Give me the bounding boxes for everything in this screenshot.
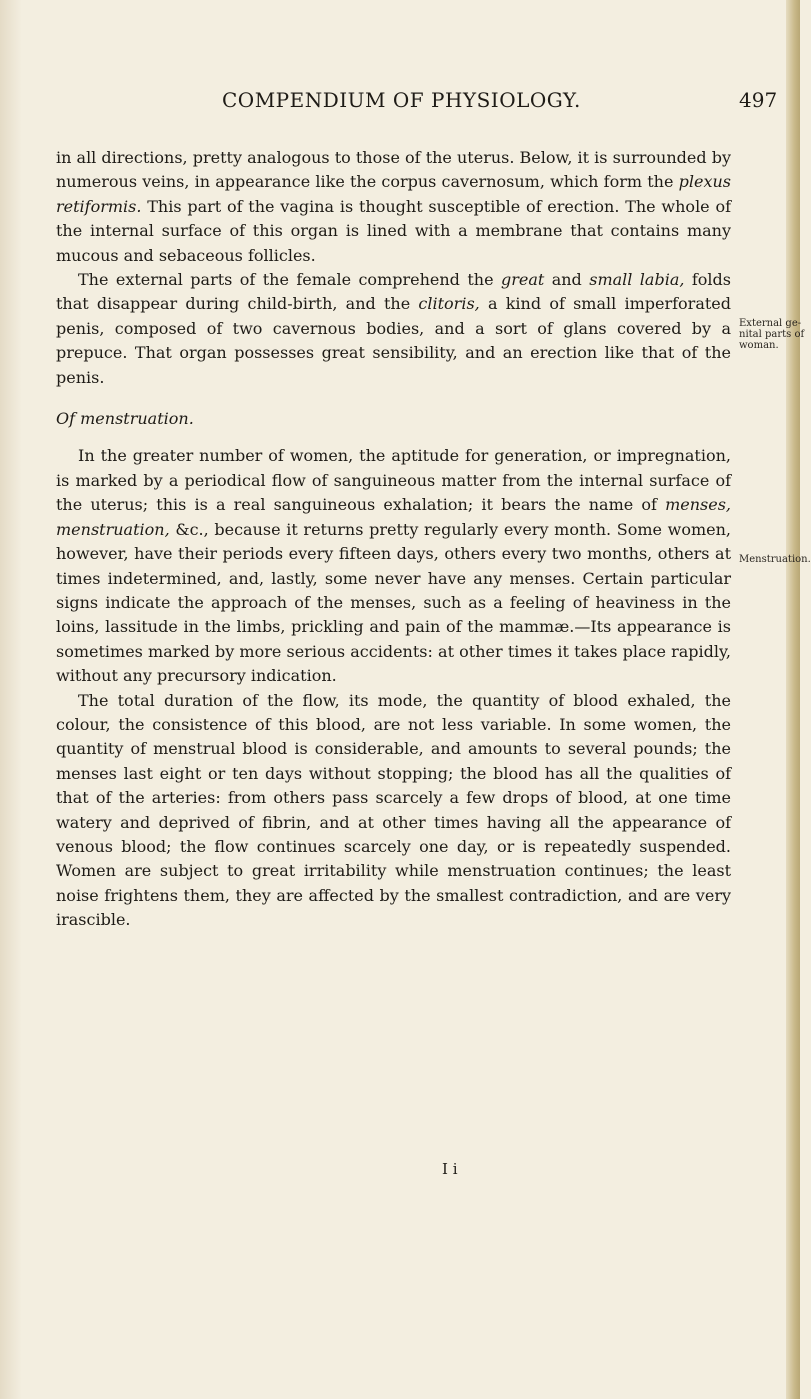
body-text [56, 146, 731, 933]
italic-term: great [500, 270, 545, 290]
paragraph [56, 146, 731, 268]
gutter-shadow [0, 0, 22, 1399]
page-number: 497 [739, 88, 778, 112]
text-run: In the greater number of women, the aptitude for generation, or impregnation, is marked by a periodical flow of sanguineous matter from the internal surface of the uterus; this is a real sanguineous exhalation; it bears the name of [56, 446, 731, 515]
italic-term: clitoris, [418, 294, 480, 314]
text-run: in all directions, pretty analogous to those of the uterus. Below, it is surrounded by numerous veins, in appearance like the corpus cavernosum, which form the [56, 148, 731, 192]
running-title: COMPENDIUM OF PHYSIOLOGY. [222, 88, 581, 112]
margin-note-line: woman. [739, 340, 779, 351]
margin-note-menstruation: Menstruation. [739, 554, 811, 565]
text-run: The total duration of the flow, its mode, the quantity of blood exhaled, the colour, the consistence of this blood, are not less variable. In some women, the quantity of menstrual blood is considerable, and amounts to several pounds; the menses last eight or ten days without stopping; the blood has all the qualities of that of the arteries: from others pass scarcely a few drops of blood, at one time watery and deprived of fibrin, and at other times having all the appearance of venous blood; the flow continues scarcely one day, or is repeatedly suspended. Women are subject to great irritability while menstruation continues; the least noise frightens them, they are affected by the smallest contradiction, and are very irascible. [56, 690, 731, 930]
margin-note-line: External ge- [739, 318, 802, 329]
text-run: This part of the vagina is thought susceptible of erection. The whole of the internal surface of this organ is lined with a membrane that contains many mucous and sebaceous follicles. [56, 196, 731, 265]
italic-term: menses, menstruation, [56, 495, 731, 539]
paragraph [56, 689, 731, 933]
section-heading: Of menstruation. [56, 409, 194, 429]
italic-term: small labia, [589, 270, 685, 290]
catchword: I i [442, 1160, 458, 1178]
text-run: and [544, 270, 590, 290]
running-head [0, 88, 800, 118]
paragraph [56, 444, 731, 688]
margin-note-line: nital parts of [739, 329, 805, 340]
italic-term: plexus retiformis. [56, 172, 731, 216]
text-run: folds that disappear during child-birth, and the [56, 270, 731, 314]
page-edge [786, 0, 800, 1399]
margin-note-external-genital-parts [739, 318, 804, 351]
paragraph [56, 268, 731, 390]
text-run: &c., because it returns pretty regularly every month. Some women, however, have their periods every fifteen days, others every two months, others at times indetermined, and, lastly, some never have any menses. Certain particular signs indicate the approach of the menses, such as a feeling of heaviness in the loins, lassitude in the limbs, prickling and pain of the mammæ.—Its appearance is sometimes marked by more serious accidents: at other times it takes place rapidly, without any precursory indication. [56, 519, 731, 686]
text-run: The external parts of the female comprehend the [78, 270, 501, 290]
text-run: a kind of small imperforated penis, composed of two cavernous bodies, and a sort of glans covered by a prepuce. That organ possesses great sensibility, and an erection like that of the penis. [56, 294, 732, 387]
